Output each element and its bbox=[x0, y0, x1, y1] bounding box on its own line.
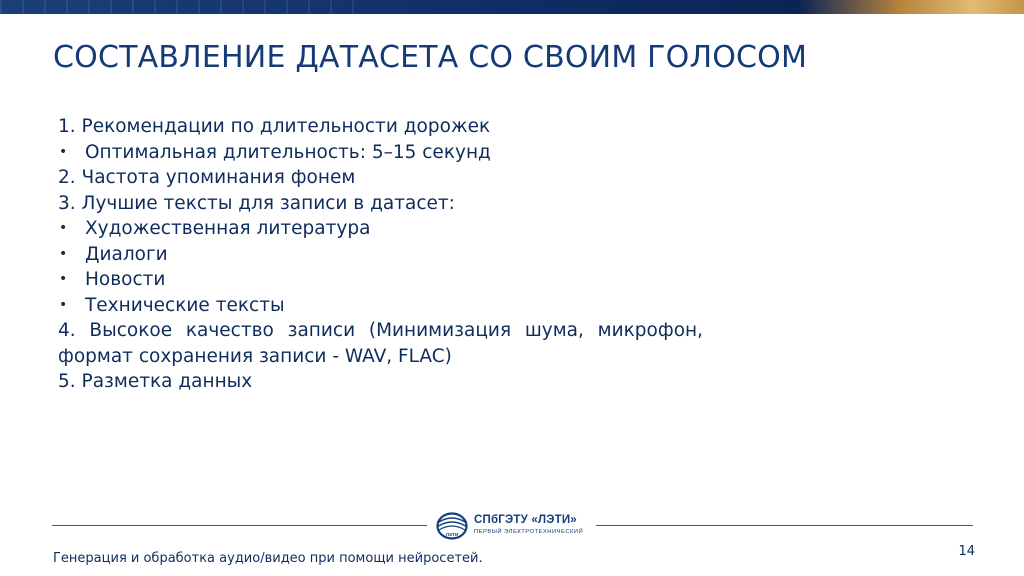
bullet-icon: • bbox=[59, 245, 68, 262]
university-logo bbox=[436, 512, 588, 540]
list-item: 2. Частота упоминания фонем bbox=[58, 167, 356, 188]
logo-mark-text: ЛЭТИ bbox=[445, 532, 459, 537]
bullet-icon: • bbox=[59, 220, 68, 236]
circuit-pattern bbox=[0, 0, 360, 14]
list-item: 5. Разметка данных bbox=[58, 371, 253, 392]
bullet-text: Оптимальная длительность: 5–15 секунд bbox=[85, 141, 491, 163]
bullet-text: Художественная литература bbox=[85, 218, 371, 239]
bullet-item bbox=[58, 216, 703, 242]
course-title: Генерация и обработка аудио/видео при помощи нейросетей. bbox=[53, 551, 483, 566]
slide-content bbox=[58, 114, 703, 395]
bullet-icon: • bbox=[59, 296, 68, 313]
top-decorative-bar bbox=[0, 0, 1024, 14]
bullet-text: Технические тексты bbox=[85, 294, 285, 316]
list-item: 3. Лучшие тексты для записи в датасет: bbox=[58, 192, 455, 214]
list-item: 1. Рекомендации по длительности дорожек bbox=[58, 116, 491, 137]
slide-title: СОСТАВЛЕНИЕ ДАТАСЕТА СО СВОИМ ГОЛОСОМ bbox=[53, 40, 808, 75]
bullet-item bbox=[58, 242, 703, 268]
bullet-icon: • bbox=[59, 143, 68, 160]
leti-logo-icon bbox=[436, 512, 468, 540]
page-number: 14 bbox=[958, 544, 975, 559]
logo-name: СПбГЭТУ «ЛЭТИ» bbox=[474, 514, 577, 526]
footer-divider-left bbox=[52, 525, 427, 526]
list-item: 4. Высокое качество записи (Минимизация шума, микрофон, формат сохранения записи - WAV, FLAC) bbox=[58, 320, 703, 367]
bullet-item bbox=[58, 267, 703, 293]
bullet-text: Диалоги bbox=[85, 243, 168, 265]
footer-divider-right bbox=[596, 525, 973, 526]
bullet-icon: • bbox=[59, 271, 68, 287]
bullet-item bbox=[58, 140, 703, 166]
bullet-text: Новости bbox=[85, 269, 166, 290]
bullet-item bbox=[58, 293, 703, 319]
logo-subtitle: ПЕРВЫЙ ЭЛЕКТРОТЕХНИЧЕСКИЙ bbox=[474, 529, 584, 535]
